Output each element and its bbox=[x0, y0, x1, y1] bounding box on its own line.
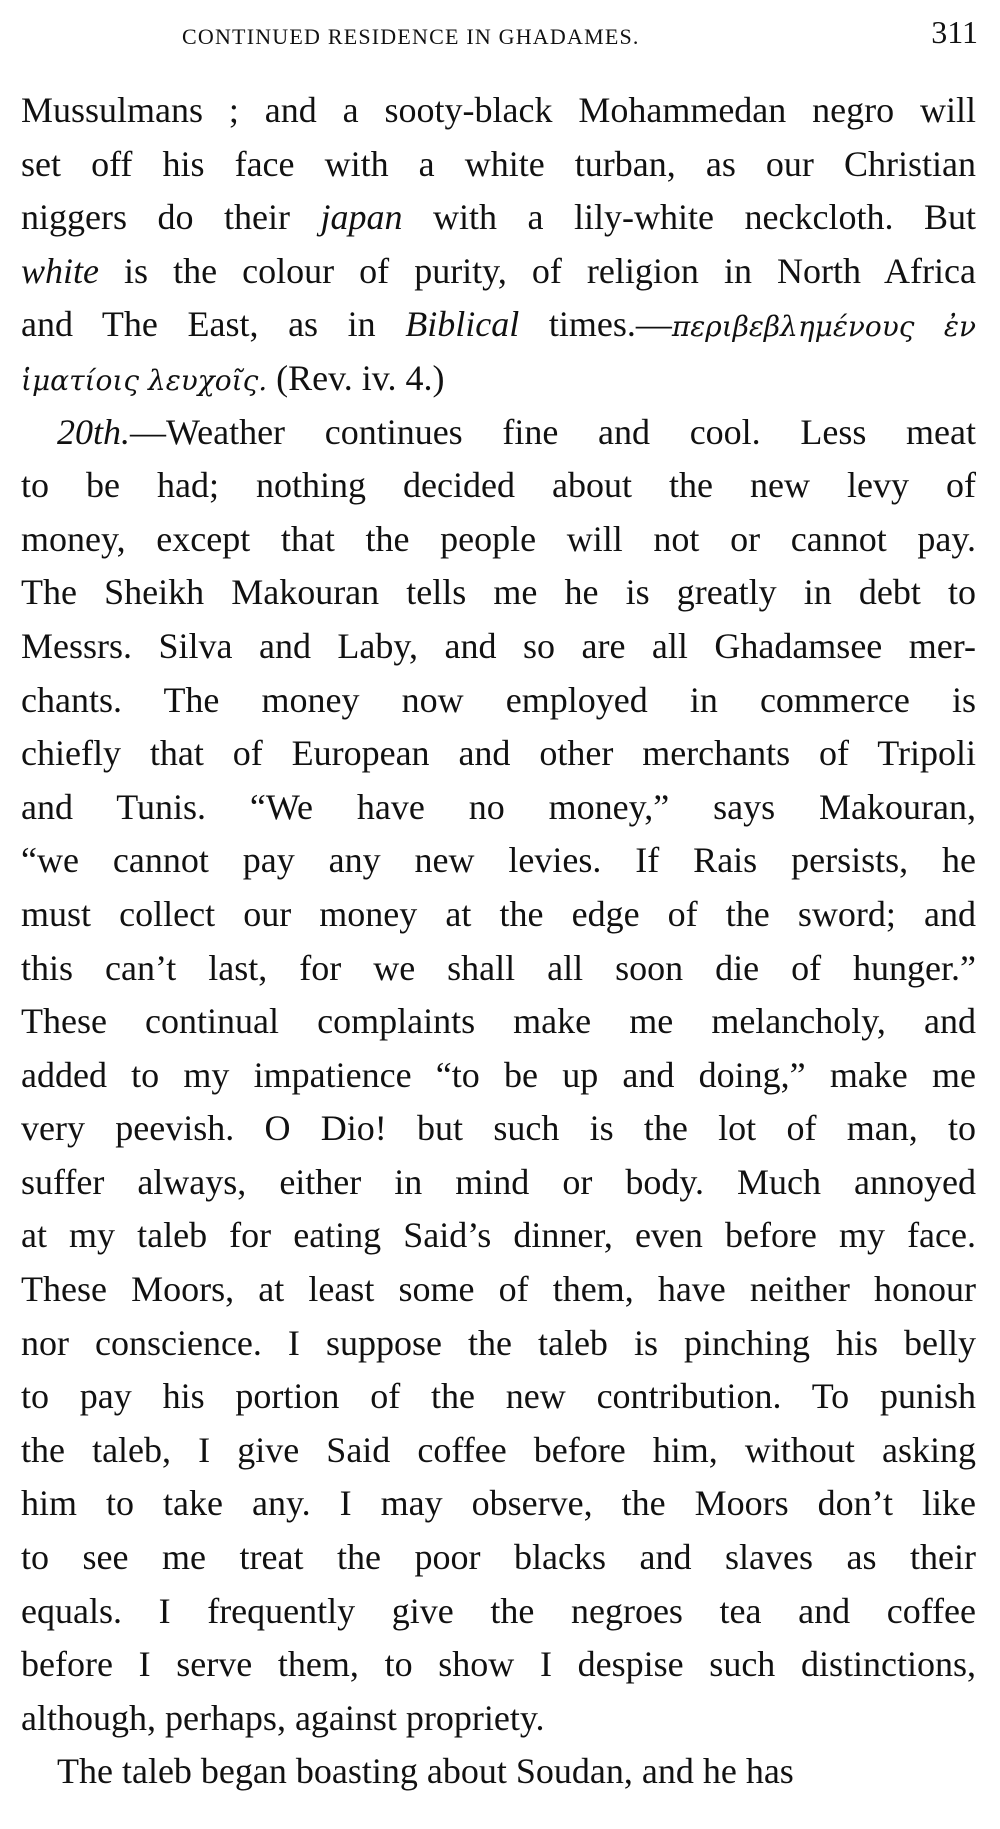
text-line: him to take any. I may observe, the Moors don’t like bbox=[21, 1483, 976, 1524]
text-line bbox=[21, 298, 976, 352]
text-line: nor conscience. I suppose the taleb is pinching his belly bbox=[21, 1322, 976, 1363]
text-line: chants. The money now employed in commerce is bbox=[21, 679, 976, 720]
italic-text: white bbox=[21, 250, 99, 291]
text-line: to pay his portion of the new contribution. To punish bbox=[21, 1376, 976, 1417]
text-line bbox=[21, 406, 976, 460]
text-line: equals. I frequently give the negroes tea and coffee bbox=[21, 1590, 976, 1631]
text-line: “we cannot pay any new levies. If Rais persists, he bbox=[21, 840, 976, 881]
text-segment: is the colour of purity, of religion in North Africa bbox=[99, 250, 976, 291]
text-line: Messrs. Silva and Laby, and so are all Ghadamsee mer- bbox=[21, 625, 976, 666]
text-line: set off his face with a white turban, as our Christian bbox=[21, 143, 976, 184]
text-line: to be had; nothing decided about the new levy of bbox=[21, 465, 976, 506]
text-line: and Tunis. “We have no money,” says Makouran, bbox=[21, 786, 976, 827]
running-head: CONTINUED RESIDENCE IN GHADAMES. bbox=[182, 24, 640, 49]
text-line: The Sheikh Makouran tells me he is greatly in debt to bbox=[21, 572, 976, 613]
italic-text: Biblical bbox=[405, 304, 520, 345]
italic-text: 20th. bbox=[57, 411, 131, 452]
text-line: These Moors, at least some of them, have neither honour bbox=[21, 1269, 976, 1310]
text-segment: —Weather continues fine and cool. Less meat bbox=[130, 411, 976, 452]
greek-quotation: ἱματίοις λευχοῖς. bbox=[21, 363, 268, 397]
text-line bbox=[21, 352, 976, 406]
text-line bbox=[21, 191, 976, 245]
text-line: at my taleb for eating Said’s dinner, even before my face. bbox=[21, 1215, 976, 1256]
text-line: although, perhaps, against propriety. bbox=[21, 1697, 545, 1738]
text-line: the taleb, I give Said coffee before him, without asking bbox=[21, 1429, 976, 1470]
text-line bbox=[21, 245, 976, 299]
text-line: to see me treat the poor blacks and slaves as their bbox=[21, 1537, 976, 1578]
text-line: chiefly that of European and other merchants of Tripoli bbox=[21, 733, 976, 774]
text-line: These continual complaints make me melancholy, and bbox=[21, 1001, 976, 1042]
text-line: money, except that the people will not or cannot pay. bbox=[21, 518, 976, 559]
text-line: suffer always, either in mind or body. Much annoyed bbox=[21, 1161, 976, 1202]
text-line: must collect our money at the edge of the sword; and bbox=[21, 893, 976, 934]
text-line: before I serve them, to show I despise such distinctions, bbox=[21, 1644, 976, 1685]
text-segment: times.— bbox=[519, 304, 672, 345]
text-line: this can’t last, for we shall all soon die of hunger.” bbox=[21, 947, 976, 988]
text-segment: niggers do their bbox=[21, 197, 321, 238]
text-segment: and The East, as in bbox=[21, 304, 406, 345]
text-line: very peevish. O Dio! but such is the lot of man, to bbox=[21, 1108, 976, 1149]
text-line: The taleb began boasting about Soudan, and he has bbox=[57, 1751, 794, 1792]
body-text bbox=[21, 84, 976, 1799]
text-line: Mussulmans ; and a sooty-black Mohammedan negro will bbox=[21, 90, 976, 130]
text-line: added to my impatience “to be up and doing,” make me bbox=[21, 1054, 976, 1095]
page-header bbox=[20, 14, 978, 54]
text-segment: (Rev. iv. 4.) bbox=[267, 357, 445, 398]
italic-text: japan bbox=[320, 197, 403, 238]
greek-quotation: περιβεβλημένους ἐν bbox=[671, 310, 976, 344]
page-number: 311 bbox=[931, 14, 978, 50]
text-segment: with a lily-white neckcloth. But bbox=[402, 197, 976, 238]
